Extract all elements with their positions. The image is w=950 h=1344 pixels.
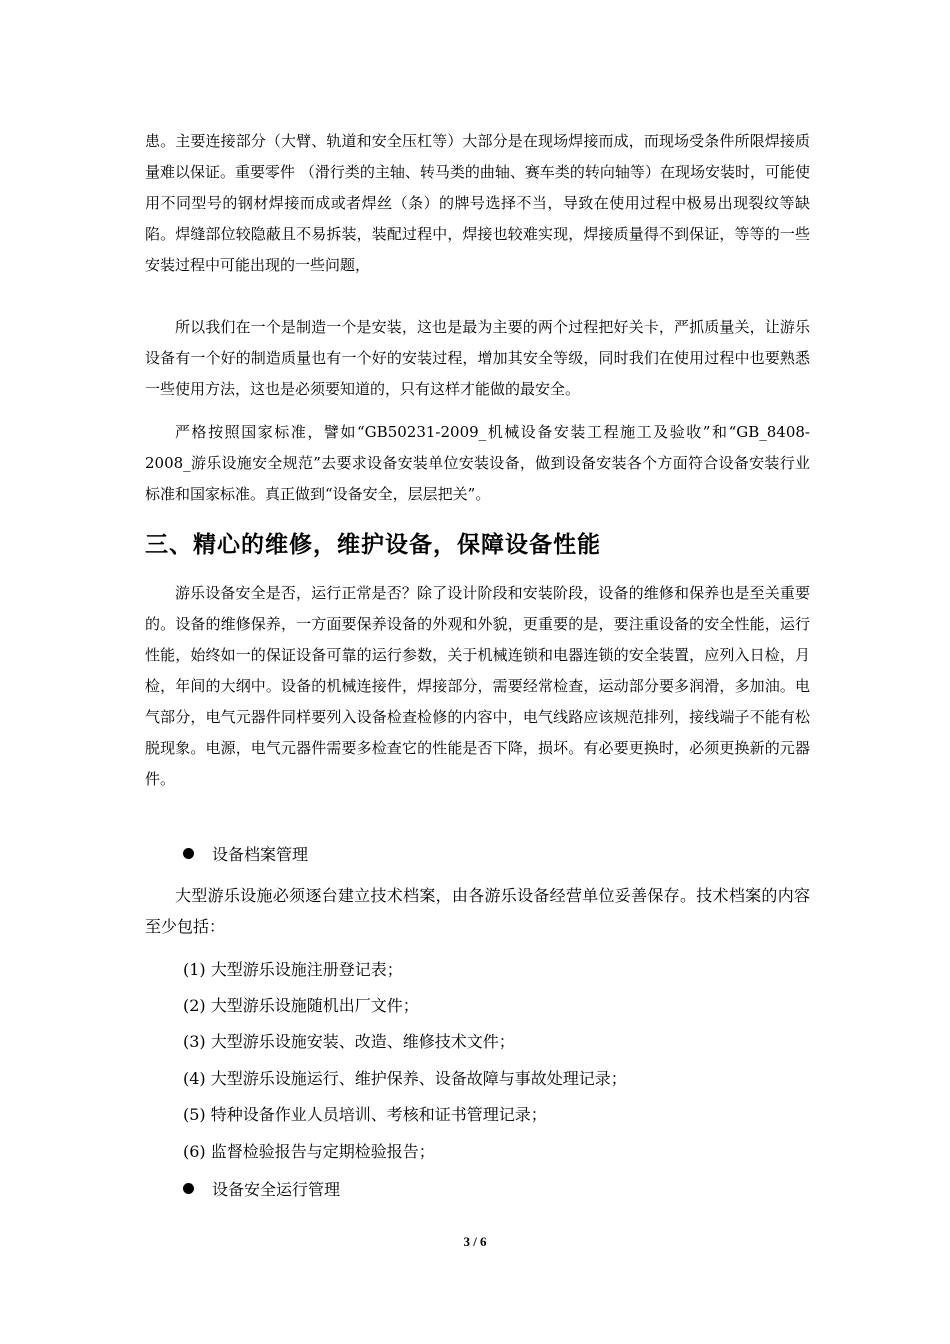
list-item: (1) 大型游乐设施注册登记表； xyxy=(183,960,403,979)
list-item: (4) 大型游乐设施运行、维护保养、设备故障与事故处理记录； xyxy=(183,1069,627,1088)
list-item: (5) 特种设备作业人员培训、考核和证书管理记录； xyxy=(183,1105,547,1124)
bullet-archive-management xyxy=(183,839,308,870)
page-number: 3 / 6 xyxy=(463,1234,487,1249)
paragraph-national-standards: 严格按照国家标准，譬如“GB50231-2009_机械设备安装工程施工及验收”和“GB_8408-2008_游乐设施安全规范”去要求设备安装单位安装设备，做到设备安装各个方面符合设备安装行业标准和国家标准。真正做到“设备安全，层层把关”。 xyxy=(145,423,810,503)
section-heading-maintenance: 三、精心的维修，维护设备，保障设备性能 xyxy=(145,531,601,558)
list-item: (2) 大型游乐设施随机出厂文件； xyxy=(183,996,419,1015)
bullet-safe-operation-label: 设备安全运行管理 xyxy=(212,1180,341,1199)
paragraph-technical-archive: 大型游乐设施必须逐台建立技术档案，由各游乐设备经营单位妥善保存。技术档案的内容至少包括： xyxy=(145,886,810,936)
list-item: (6) 监督检验报告与定期检验报告； xyxy=(183,1142,435,1161)
bullet-dot-icon xyxy=(183,1183,194,1194)
bullet-dot-icon xyxy=(183,848,194,859)
bullet-safe-operation xyxy=(183,1174,340,1205)
paragraph-manufacturing-installation: 所以我们在一个是制造一个是安装，这也是最为主要的两个过程把好关卡，严抓质量关，让游乐设备有一个好的制造质量也有一个好的安装过程，增加其安全等级，同时我们在使用过程中也要熟悉一些使用方法，这也是必须要知道的，只有这样才能做的最安全。 xyxy=(145,318,810,398)
paragraph-installation-welding: 患。主要连接部分（大臂、轨道和安全压杠等）大部分是在现场焊接而成，而现场受条件所限焊接质量难以保证。重要零件 （滑行类的主轴、转马类的曲轴、赛车类的转向轴等）在现场安装时，可能使用不同型号的钢材焊接而成或者焊丝（条）的牌号选择不当，导致在使用过程中极易出现裂纹等缺陷。焊缝部位较隐蔽且不易拆装，装配过程中，焊接也较难实现，焊接质量得不到保证，等等的一些安装过程中可能出现的一些问题， xyxy=(145,132,810,274)
paragraph-maintenance: 游乐设备安全是否，运行正常是否？除了设计阶段和安装阶段，设备的维修和保养也是至关重要的。设备的维修保养，一方面要保养设备的外观和外貌，更重要的是，要注重设备的安全性能，运行性能，始终如一的保证设备可靠的运行参数，关于机械连锁和电器连锁的安全装置，应列入日检，月检，年间的大纲中。设备的机械连接件，焊接部分，需要经常检查，运动部分要多润滑，多加油。电气部分，电气元器件同样要列入设备检查检修的内容中，电气线路应该规范排列，接线端子不能有松脱现象。电源，电气元器件需要多检查它的性能是否下降，损坏。有必要更换时，必须更换新的元器件。 xyxy=(145,584,810,788)
list-item: (3) 大型游乐设施安装、改造、维修技术文件； xyxy=(183,1032,515,1051)
bullet-archive-label: 设备档案管理 xyxy=(212,845,309,864)
